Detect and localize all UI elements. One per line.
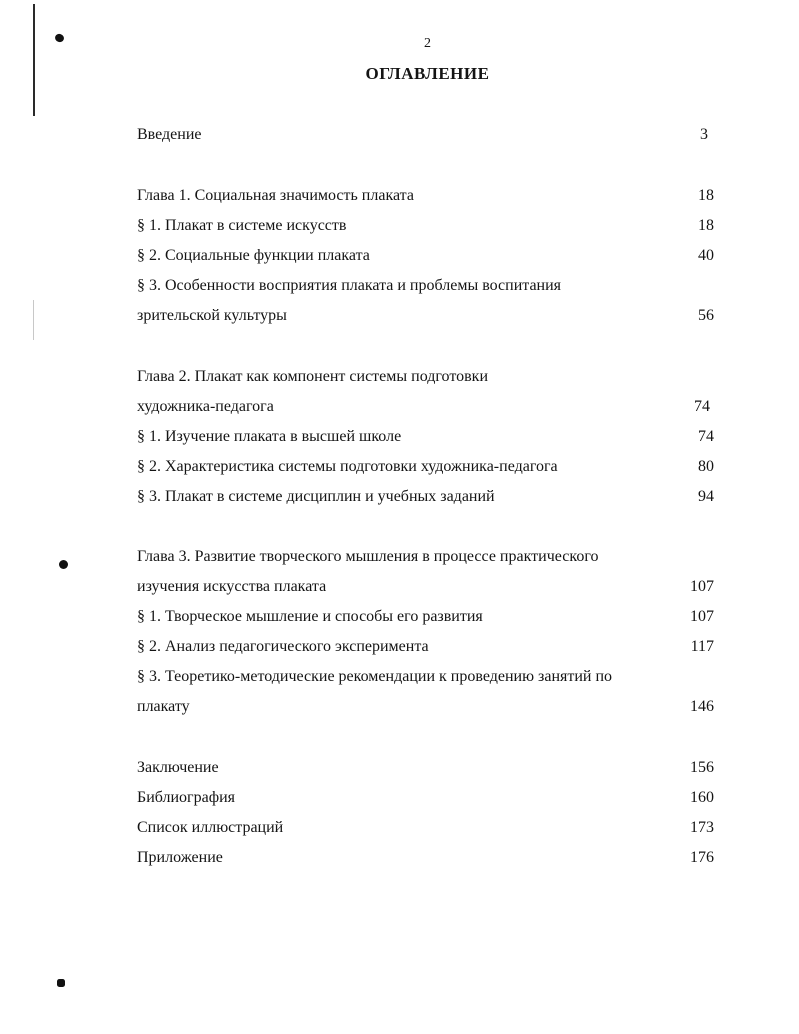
toc-entry-title: Список иллюстраций (137, 819, 284, 836)
toc-entry-title: Введение (137, 126, 202, 143)
toc-entry-title: Библиография (137, 789, 235, 806)
toc-entry-title: зрительской культуры (137, 307, 287, 324)
toc-entry-chapter-3 (137, 545, 714, 569)
toc-entry-ch2-section-2 (137, 455, 714, 479)
toc-entry-chapter-1 (137, 184, 714, 208)
toc-entry-conclusion (137, 756, 714, 780)
toc-entry-page: 160 (690, 789, 714, 806)
toc-entry-ch3-section-2 (137, 635, 714, 659)
toc-entry-title: § 3. Теоретико-методические рекомендации к проведению занятий по (137, 668, 613, 685)
toc-entry-ch3-section-3-continued (137, 695, 714, 719)
scan-margin-line (33, 4, 35, 116)
toc-entry-ch2-section-3 (137, 485, 714, 509)
toc-entry-title: § 1. Плакат в системе искусств (137, 217, 347, 234)
toc-entry-title: изучения искусства плаката (137, 578, 327, 595)
scan-margin-line-faint (33, 300, 34, 340)
toc-entry-title: § 1. Изучение плаката в высшей школе (137, 428, 402, 445)
toc-entry-title: § 1. Творческое мышление и способы его развития (137, 608, 483, 625)
toc-entry-title: § 2. Анализ педагогического эксперимента (137, 638, 429, 655)
toc-entry-page: 94 (698, 488, 714, 505)
page-title: ОГЛАВЛЕНИЕ (365, 64, 490, 83)
toc-entry-title: художника-педагога (137, 398, 274, 415)
toc-entry-appendix (137, 846, 714, 870)
toc-entry-page: 173 (690, 819, 714, 836)
toc-entry-page: 3 (700, 126, 708, 143)
toc-entry-chapter-2 (137, 365, 714, 389)
toc-entry-chapter-3-continued (137, 575, 714, 599)
toc-entry-page: 18 (698, 187, 714, 204)
toc-entry-ch1-section-3 (137, 274, 714, 298)
toc-entry-title: Приложение (137, 849, 223, 866)
toc-entry-page: 146 (690, 698, 714, 715)
toc-entry-page: 107 (690, 578, 714, 595)
toc-entry-page: 80 (698, 458, 714, 475)
toc-entry-ch1-section-1 (137, 214, 714, 238)
toc-entry-title: Глава 2. Плакат как компонент системы подготовки (137, 368, 488, 385)
toc-entry-ch3-section-1 (137, 605, 714, 629)
toc-entry-page: 40 (698, 247, 714, 264)
toc-entry-title: плакату (137, 698, 190, 715)
toc-entry-page: 74 (694, 398, 710, 415)
toc-entry-bibliography (137, 786, 714, 810)
toc-entry-page: 74 (698, 428, 714, 445)
toc-entry-page: 107 (690, 608, 714, 625)
toc-entry-title: Глава 3. Развитие творческого мышления в процессе практического (137, 548, 599, 565)
toc-entry-ch3-section-3 (137, 665, 714, 689)
table-of-contents (137, 0, 714, 1034)
toc-entry-title: § 2. Характеристика системы подготовки художника-педагога (137, 458, 558, 475)
toc-entry-page: 176 (690, 849, 714, 866)
toc-entry-introduction (137, 123, 714, 147)
toc-entry-title: Заключение (137, 759, 219, 776)
toc-entry-ch2-section-1 (137, 425, 714, 449)
toc-entry-page: 156 (690, 759, 714, 776)
toc-entry-title: § 2. Социальные функции плаката (137, 247, 370, 264)
toc-entry-page: 18 (698, 217, 714, 234)
toc-entry-ch1-section-3-continued (137, 304, 714, 328)
toc-entry-illustrations (137, 816, 714, 840)
toc-entry-chapter-2-continued (137, 395, 714, 419)
toc-entry-title: § 3. Особенности восприятия плаката и проблемы воспитания (137, 277, 562, 294)
page-number: 2 (424, 36, 431, 51)
toc-entry-page: 56 (698, 307, 714, 324)
toc-entry-title: § 3. Плакат в системе дисциплин и учебных заданий (137, 488, 495, 505)
toc-entry-title: Глава 1. Социальная значимость плаката (137, 187, 414, 204)
scan-blot-mark (57, 979, 65, 987)
toc-entry-page: 117 (690, 638, 714, 655)
toc-entry-ch1-section-2 (137, 244, 714, 268)
scan-blot-mark (59, 560, 68, 569)
